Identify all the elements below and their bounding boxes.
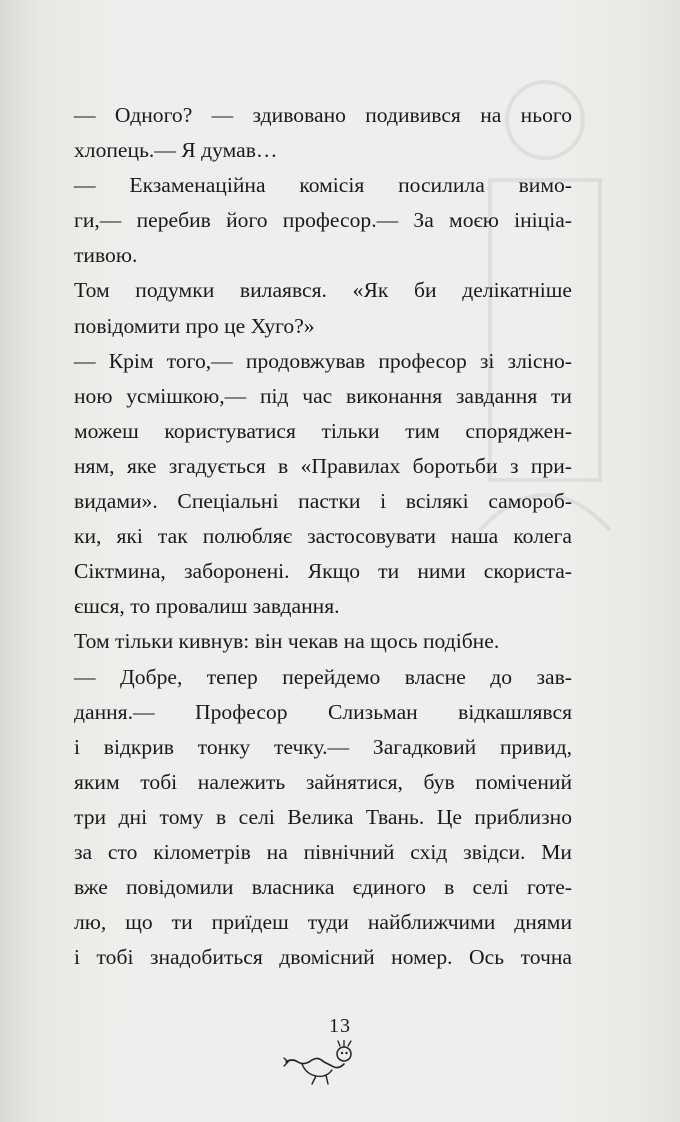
text-line: хлопець.— Я думав… [74, 138, 278, 163]
text-line: тивою. [74, 243, 138, 268]
text-line: за сто кілометрів на північний схід звідси. Ми [74, 839, 572, 864]
text-line: ням, яке згадується в «Правилах боротьби з при- [74, 453, 572, 478]
text-line: лю, що ти приїдеш туди найближчими днями [74, 910, 572, 935]
text-line: — Крім того,— продовжував професор зі злісно- [74, 348, 572, 373]
text-line: і тобі знадобиться двомісний номер. Ось точна [74, 945, 572, 970]
text-line: можеш користуватися тільки тим споряджен- [74, 418, 572, 443]
text-line: ки, які так полюбляє застосовувати наша колега [74, 524, 572, 549]
text-line: Том тільки кивнув: він чекав на щось подібне. [74, 629, 500, 654]
body-text [74, 98, 572, 975]
text-line: повідомити про це Хуго?» [74, 313, 315, 338]
ghost-ornament-icon [282, 1040, 362, 1086]
text-line: ною усмішкою,— під час виконання завдання ти [74, 383, 572, 408]
text-line: яким тобі належить зайнятися, був помічений [74, 769, 572, 794]
text-line: — Екзаменаційна комісія посилила вимо- [74, 173, 572, 198]
text-line: — Одного? — здивовано подивився на нього [74, 103, 572, 127]
text-line: дання.— Професор Слизьман відкашлявся [74, 699, 572, 724]
text-line: Том подумки вилаявся. «Як би делікатніше [74, 278, 572, 303]
text-line: Сіктмина, заборонені. Якщо ти ними скориста- [74, 559, 572, 584]
text-line: єшся, то провалиш завдання. [74, 594, 340, 619]
text-line: і відкрив тонку течку.— Загадковий привид, [74, 734, 572, 759]
text-line: видами». Спеціальні пастки і всілякі самороб- [74, 489, 572, 514]
text-line: ги,— перебив його професор.— За моєю ініціа- [74, 208, 572, 233]
page-number: 13 [329, 1015, 351, 1037]
text-line: — Добре, тепер перейдемо власне до зав- [74, 664, 572, 689]
text-line: вже повідомили власника єдиного в селі готе- [74, 875, 572, 900]
text-line: три дні тому в селі Велика Твань. Це приблизно [74, 804, 572, 829]
